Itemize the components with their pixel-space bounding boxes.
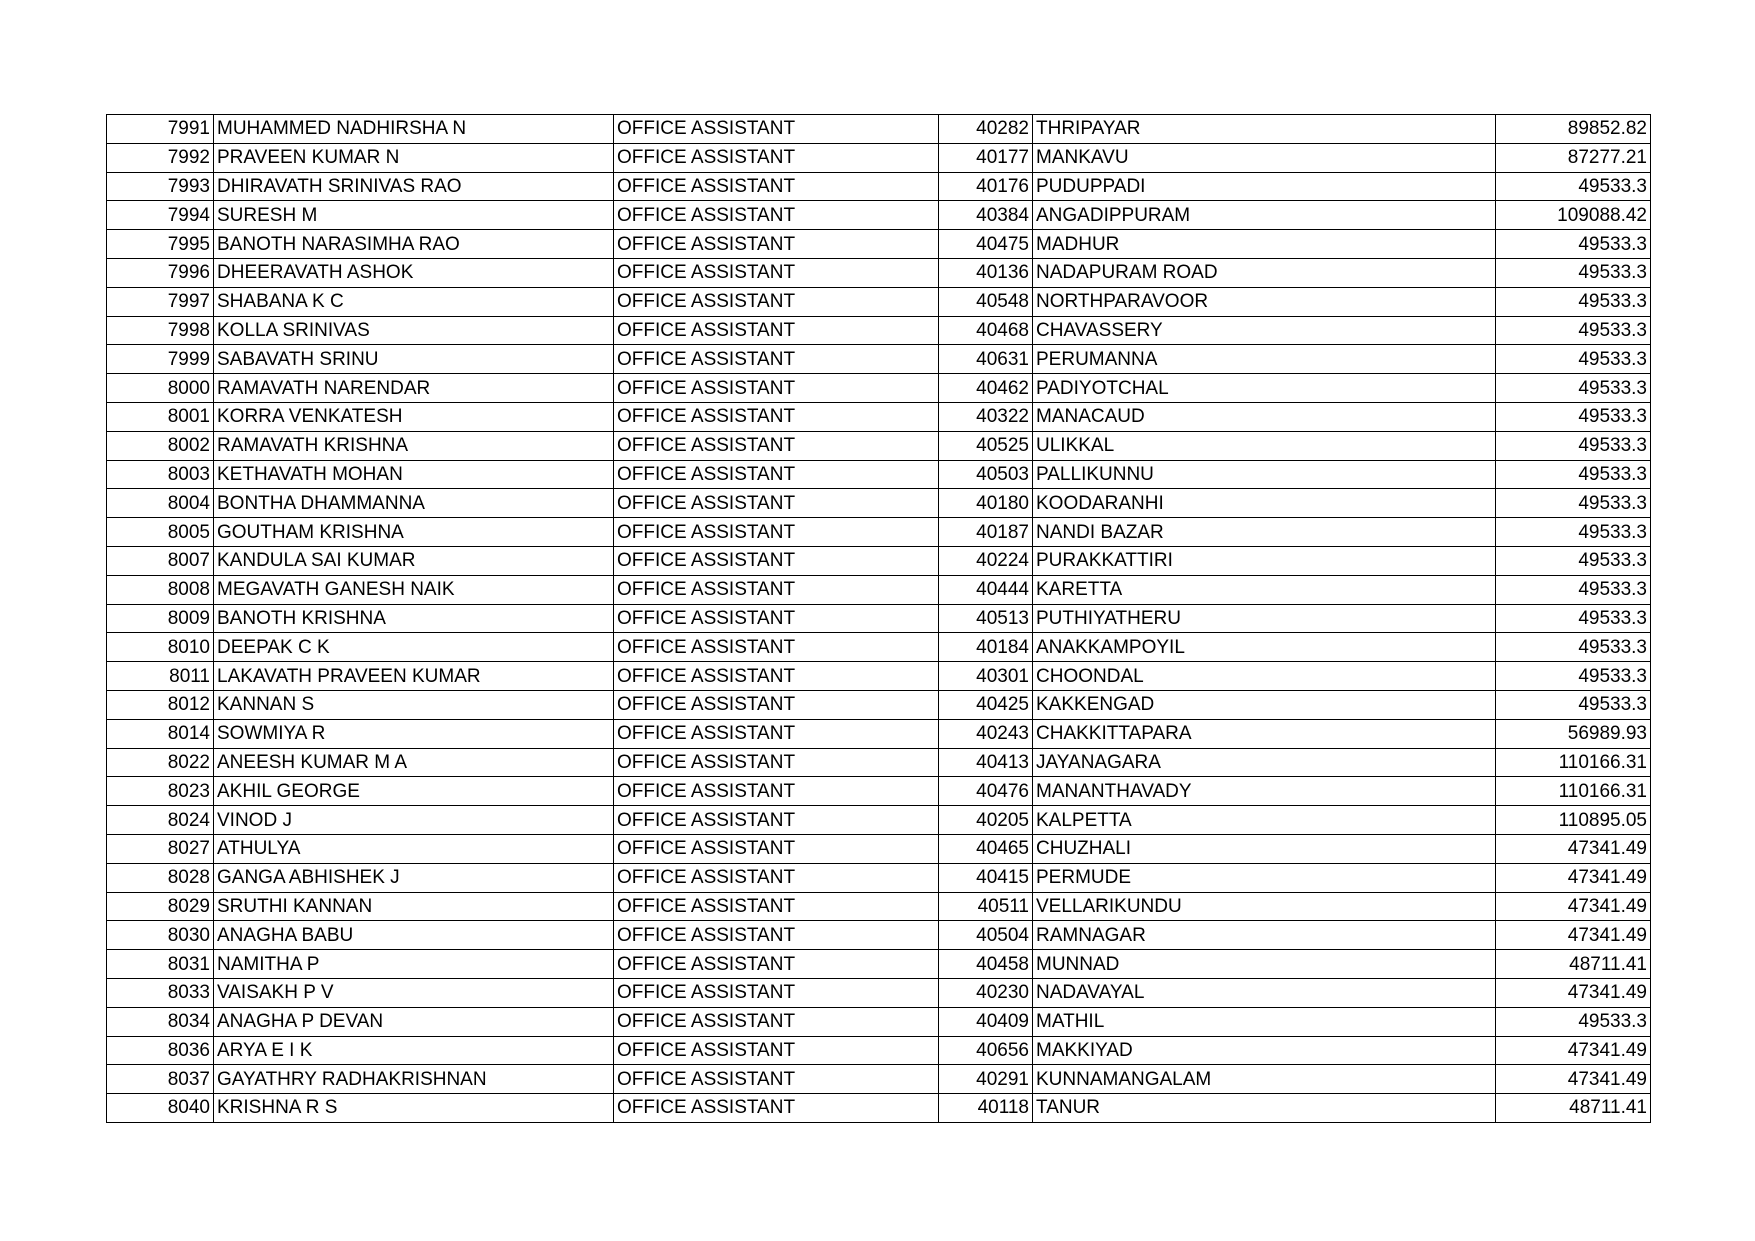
office-code-cell: 40291 [939,1065,1033,1094]
table-row [107,950,1651,979]
amount-cell: 110895.05 [1496,806,1651,835]
post-cell: OFFICE ASSISTANT [614,489,939,518]
serial-number-cell: 8022 [107,748,214,777]
office-code-cell: 40548 [939,287,1033,316]
employee-name-cell: ANAGHA BABU [214,921,614,950]
office-code-cell: 40631 [939,345,1033,374]
employee-name-cell: MEGAVATH GANESH NAIK [214,575,614,604]
serial-number-cell: 7993 [107,172,214,201]
office-code-cell: 40322 [939,402,1033,431]
table-row [107,1007,1651,1036]
employee-name-cell: SURESH M [214,201,614,230]
office-name-cell: RAMNAGAR [1033,921,1496,950]
employee-name-cell: KRISHNA R S [214,1094,614,1123]
office-name-cell: CHUZHALI [1033,834,1496,863]
office-name-cell: KARETTA [1033,575,1496,604]
office-name-cell: ANGADIPPURAM [1033,201,1496,230]
serial-number-cell: 8030 [107,921,214,950]
amount-cell: 47341.49 [1496,892,1651,921]
employee-name-cell: BANOTH KRISHNA [214,604,614,633]
office-name-cell: KALPETTA [1033,806,1496,835]
post-cell: OFFICE ASSISTANT [614,719,939,748]
serial-number-cell: 8011 [107,662,214,691]
serial-number-cell: 8037 [107,1065,214,1094]
serial-number-cell: 8004 [107,489,214,518]
post-cell: OFFICE ASSISTANT [614,575,939,604]
amount-cell: 49533.3 [1496,575,1651,604]
serial-number-cell: 8027 [107,834,214,863]
post-cell: OFFICE ASSISTANT [614,748,939,777]
office-name-cell: NADAPURAM ROAD [1033,258,1496,287]
employee-name-cell: VAISAKH P V [214,978,614,1007]
post-cell: OFFICE ASSISTANT [614,921,939,950]
post-cell: OFFICE ASSISTANT [614,633,939,662]
post-cell: OFFICE ASSISTANT [614,777,939,806]
employee-name-cell: BANOTH NARASIMHA RAO [214,230,614,259]
office-name-cell: MANKAVU [1033,143,1496,172]
table-row [107,978,1651,1007]
table-row [107,374,1651,403]
table-row [107,575,1651,604]
post-cell: OFFICE ASSISTANT [614,287,939,316]
employee-name-cell: NAMITHA P [214,950,614,979]
office-name-cell: MUNNAD [1033,950,1496,979]
serial-number-cell: 8031 [107,950,214,979]
employee-name-cell: VINOD J [214,806,614,835]
office-name-cell: ANAKKAMPOYIL [1033,633,1496,662]
amount-cell: 49533.3 [1496,518,1651,547]
serial-number-cell: 8012 [107,690,214,719]
table-row [107,748,1651,777]
amount-cell: 109088.42 [1496,201,1651,230]
amount-cell: 110166.31 [1496,748,1651,777]
office-code-cell: 40187 [939,518,1033,547]
amount-cell: 49533.3 [1496,374,1651,403]
serial-number-cell: 8029 [107,892,214,921]
table-row [107,690,1651,719]
table-row [107,143,1651,172]
employee-name-cell: RAMAVATH KRISHNA [214,431,614,460]
employee-name-cell: GOUTHAM KRISHNA [214,518,614,547]
table-row [107,1094,1651,1123]
office-code-cell: 40230 [939,978,1033,1007]
post-cell: OFFICE ASSISTANT [614,806,939,835]
table-row [107,834,1651,863]
employee-name-cell: KANNAN S [214,690,614,719]
amount-cell: 48711.41 [1496,950,1651,979]
employee-name-cell: SOWMIYA R [214,719,614,748]
amount-cell: 47341.49 [1496,1036,1651,1065]
office-code-cell: 40465 [939,834,1033,863]
office-code-cell: 40282 [939,115,1033,144]
table-body [107,115,1651,1123]
table-row [107,201,1651,230]
serial-number-cell: 7996 [107,258,214,287]
table-row [107,172,1651,201]
post-cell: OFFICE ASSISTANT [614,978,939,1007]
employee-name-cell: LAKAVATH PRAVEEN KUMAR [214,662,614,691]
office-name-cell: MATHIL [1033,1007,1496,1036]
table-row [107,1065,1651,1094]
office-code-cell: 40177 [939,143,1033,172]
serial-number-cell: 7999 [107,345,214,374]
office-code-cell: 40468 [939,316,1033,345]
amount-cell: 49533.3 [1496,633,1651,662]
office-code-cell: 40415 [939,863,1033,892]
post-cell: OFFICE ASSISTANT [614,115,939,144]
serial-number-cell: 8005 [107,518,214,547]
amount-cell: 47341.49 [1496,921,1651,950]
office-code-cell: 40409 [939,1007,1033,1036]
employee-name-cell: KETHAVATH MOHAN [214,460,614,489]
table-row [107,345,1651,374]
employee-name-cell: DHIRAVATH SRINIVAS RAO [214,172,614,201]
table-row [107,431,1651,460]
office-code-cell: 40118 [939,1094,1033,1123]
post-cell: OFFICE ASSISTANT [614,834,939,863]
office-name-cell: NADAVAYAL [1033,978,1496,1007]
office-name-cell: ULIKKAL [1033,431,1496,460]
office-code-cell: 40511 [939,892,1033,921]
table-row [107,892,1651,921]
employee-name-cell: GAYATHRY RADHAKRISHNAN [214,1065,614,1094]
post-cell: OFFICE ASSISTANT [614,950,939,979]
serial-number-cell: 7991 [107,115,214,144]
amount-cell: 47341.49 [1496,863,1651,892]
post-cell: OFFICE ASSISTANT [614,201,939,230]
office-code-cell: 40425 [939,690,1033,719]
office-code-cell: 40301 [939,662,1033,691]
employee-name-cell: SHABANA K C [214,287,614,316]
serial-number-cell: 7997 [107,287,214,316]
office-name-cell: CHAVASSERY [1033,316,1496,345]
post-cell: OFFICE ASSISTANT [614,402,939,431]
office-name-cell: NANDI BAZAR [1033,518,1496,547]
serial-number-cell: 8028 [107,863,214,892]
table-row [107,316,1651,345]
table-row [107,230,1651,259]
post-cell: OFFICE ASSISTANT [614,345,939,374]
table-row [107,777,1651,806]
table-row [107,287,1651,316]
serial-number-cell: 8002 [107,431,214,460]
post-cell: OFFICE ASSISTANT [614,662,939,691]
office-code-cell: 40176 [939,172,1033,201]
employee-name-cell: KOLLA SRINIVAS [214,316,614,345]
employee-name-cell: SABAVATH SRINU [214,345,614,374]
office-code-cell: 40504 [939,921,1033,950]
office-code-cell: 40444 [939,575,1033,604]
post-cell: OFFICE ASSISTANT [614,316,939,345]
table-row [107,489,1651,518]
employee-name-cell: DHEERAVATH ASHOK [214,258,614,287]
office-name-cell: THRIPAYAR [1033,115,1496,144]
post-cell: OFFICE ASSISTANT [614,172,939,201]
post-cell: OFFICE ASSISTANT [614,604,939,633]
amount-cell: 47341.49 [1496,978,1651,1007]
post-cell: OFFICE ASSISTANT [614,374,939,403]
serial-number-cell: 8036 [107,1036,214,1065]
office-name-cell: TANUR [1033,1094,1496,1123]
amount-cell: 47341.49 [1496,1065,1651,1094]
post-cell: OFFICE ASSISTANT [614,546,939,575]
table-row [107,604,1651,633]
amount-cell: 49533.3 [1496,345,1651,374]
post-cell: OFFICE ASSISTANT [614,690,939,719]
office-code-cell: 40513 [939,604,1033,633]
table-row [107,115,1651,144]
post-cell: OFFICE ASSISTANT [614,1094,939,1123]
serial-number-cell: 8009 [107,604,214,633]
office-code-cell: 40656 [939,1036,1033,1065]
serial-number-cell: 7998 [107,316,214,345]
table-row [107,633,1651,662]
table-row [107,921,1651,950]
serial-number-cell: 8033 [107,978,214,1007]
post-cell: OFFICE ASSISTANT [614,863,939,892]
employee-name-cell: GANGA ABHISHEK J [214,863,614,892]
serial-number-cell: 8024 [107,806,214,835]
amount-cell: 49533.3 [1496,460,1651,489]
office-code-cell: 40503 [939,460,1033,489]
office-name-cell: CHOONDAL [1033,662,1496,691]
office-name-cell: PERUMANNA [1033,345,1496,374]
employee-name-cell: BONTHA DHAMMANNA [214,489,614,518]
office-code-cell: 40525 [939,431,1033,460]
serial-number-cell: 8034 [107,1007,214,1036]
office-name-cell: PADIYOTCHAL [1033,374,1496,403]
table-row [107,546,1651,575]
office-code-cell: 40243 [939,719,1033,748]
amount-cell: 49533.3 [1496,1007,1651,1036]
amount-cell: 49533.3 [1496,431,1651,460]
employee-name-cell: RAMAVATH NARENDAR [214,374,614,403]
employee-name-cell: DEEPAK C K [214,633,614,662]
office-code-cell: 40384 [939,201,1033,230]
amount-cell: 49533.3 [1496,662,1651,691]
serial-number-cell: 8000 [107,374,214,403]
amount-cell: 89852.82 [1496,115,1651,144]
post-cell: OFFICE ASSISTANT [614,143,939,172]
table-row [107,518,1651,547]
amount-cell: 49533.3 [1496,546,1651,575]
serial-number-cell: 8001 [107,402,214,431]
serial-number-cell: 8010 [107,633,214,662]
amount-cell: 49533.3 [1496,316,1651,345]
employee-name-cell: ATHULYA [214,834,614,863]
post-cell: OFFICE ASSISTANT [614,518,939,547]
post-cell: OFFICE ASSISTANT [614,1007,939,1036]
amount-cell: 48711.41 [1496,1094,1651,1123]
office-code-cell: 40475 [939,230,1033,259]
office-code-cell: 40476 [939,777,1033,806]
amount-cell: 49533.3 [1496,402,1651,431]
employee-name-cell: KANDULA SAI KUMAR [214,546,614,575]
office-code-cell: 40184 [939,633,1033,662]
employee-name-cell: ARYA E I K [214,1036,614,1065]
office-name-cell: KAKKENGAD [1033,690,1496,719]
serial-number-cell: 7994 [107,201,214,230]
office-name-cell: PUDUPPADI [1033,172,1496,201]
data-table [106,114,1651,1123]
serial-number-cell: 8023 [107,777,214,806]
table-row [107,460,1651,489]
post-cell: OFFICE ASSISTANT [614,230,939,259]
amount-cell: 49533.3 [1496,604,1651,633]
office-code-cell: 40224 [939,546,1033,575]
amount-cell: 49533.3 [1496,690,1651,719]
employee-name-cell: MUHAMMED NADHIRSHA N [214,115,614,144]
office-code-cell: 40180 [939,489,1033,518]
office-name-cell: PALLIKUNNU [1033,460,1496,489]
office-code-cell: 40462 [939,374,1033,403]
table-row [107,662,1651,691]
table-row [107,258,1651,287]
office-name-cell: MANANTHAVADY [1033,777,1496,806]
table-row [107,806,1651,835]
amount-cell: 49533.3 [1496,287,1651,316]
serial-number-cell: 8003 [107,460,214,489]
table-row [107,863,1651,892]
amount-cell: 47341.49 [1496,834,1651,863]
office-code-cell: 40205 [939,806,1033,835]
office-name-cell: JAYANAGARA [1033,748,1496,777]
amount-cell: 110166.31 [1496,777,1651,806]
office-name-cell: VELLARIKUNDU [1033,892,1496,921]
amount-cell: 87277.21 [1496,143,1651,172]
amount-cell: 49533.3 [1496,258,1651,287]
table-row [107,719,1651,748]
office-code-cell: 40413 [939,748,1033,777]
office-name-cell: KOODARANHI [1033,489,1496,518]
post-cell: OFFICE ASSISTANT [614,258,939,287]
amount-cell: 56989.93 [1496,719,1651,748]
employee-name-cell: SRUTHI KANNAN [214,892,614,921]
post-cell: OFFICE ASSISTANT [614,1036,939,1065]
employee-name-cell: ANAGHA P DEVAN [214,1007,614,1036]
office-name-cell: KUNNAMANGALAM [1033,1065,1496,1094]
office-name-cell: MANACAUD [1033,402,1496,431]
post-cell: OFFICE ASSISTANT [614,892,939,921]
office-name-cell: PUTHIYATHERU [1033,604,1496,633]
serial-number-cell: 8008 [107,575,214,604]
amount-cell: 49533.3 [1496,172,1651,201]
office-name-cell: MADHUR [1033,230,1496,259]
post-cell: OFFICE ASSISTANT [614,460,939,489]
serial-number-cell: 8014 [107,719,214,748]
employee-name-cell: AKHIL GEORGE [214,777,614,806]
serial-number-cell: 7992 [107,143,214,172]
office-name-cell: CHAKKITTAPARA [1033,719,1496,748]
post-cell: OFFICE ASSISTANT [614,1065,939,1094]
office-code-cell: 40458 [939,950,1033,979]
table-row [107,402,1651,431]
serial-number-cell: 8040 [107,1094,214,1123]
serial-number-cell: 8007 [107,546,214,575]
amount-cell: 49533.3 [1496,489,1651,518]
office-name-cell: PURAKKATTIRI [1033,546,1496,575]
serial-number-cell: 7995 [107,230,214,259]
office-name-cell: MAKKIYAD [1033,1036,1496,1065]
table-row [107,1036,1651,1065]
employee-name-cell: PRAVEEN KUMAR N [214,143,614,172]
employee-name-cell: ANEESH KUMAR M A [214,748,614,777]
employee-name-cell: KORRA VENKATESH [214,402,614,431]
office-name-cell: NORTHPARAVOOR [1033,287,1496,316]
office-name-cell: PERMUDE [1033,863,1496,892]
post-cell: OFFICE ASSISTANT [614,431,939,460]
amount-cell: 49533.3 [1496,230,1651,259]
office-code-cell: 40136 [939,258,1033,287]
